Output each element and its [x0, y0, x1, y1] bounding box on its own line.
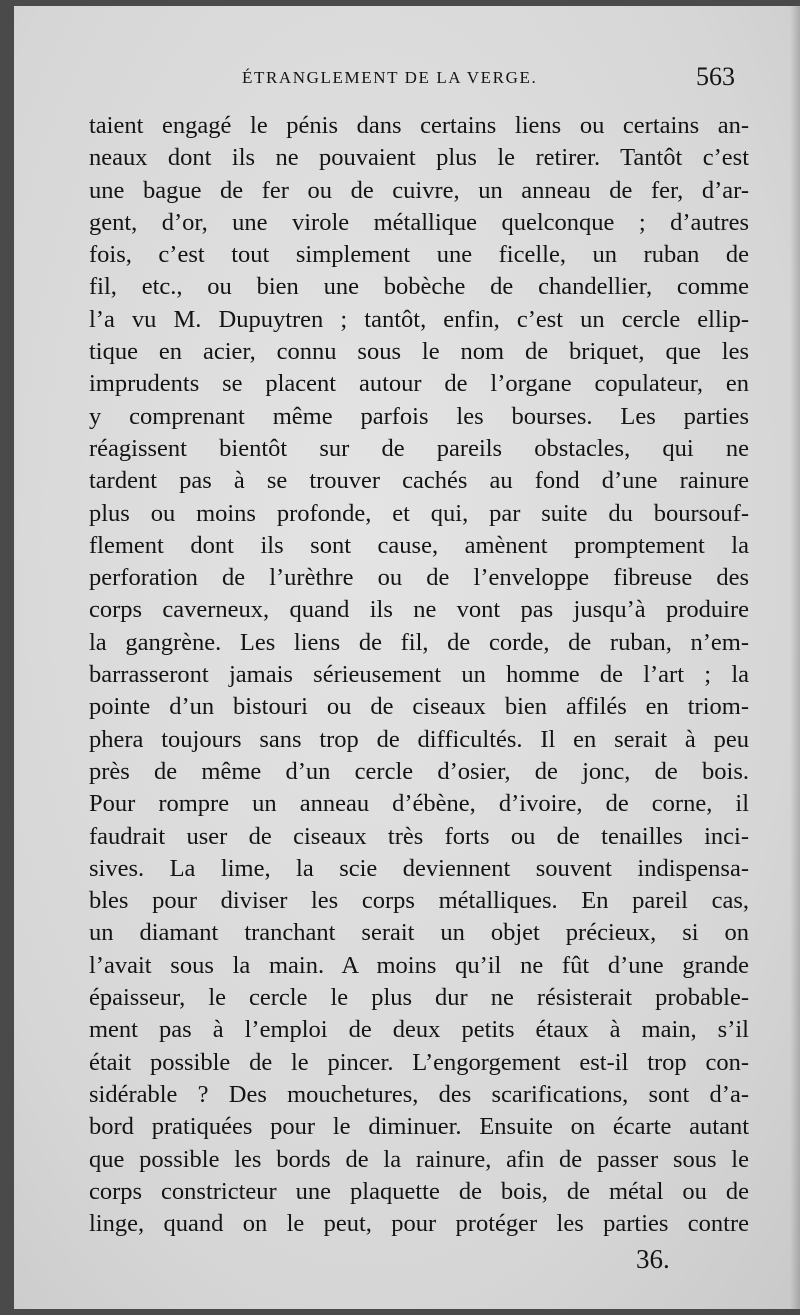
text-line: bord pratiquées pour le diminuer. Ensuite on écarte autant	[89, 1113, 749, 1141]
text-line: phera toujours sans trop de difficultés. Il en serait à peu	[89, 725, 749, 753]
text-line: y comprenant même parfois les bourses. Les parties	[89, 402, 749, 430]
text-line: pointe d’un bistouri ou de ciseaux bien affilés en triom-	[89, 693, 749, 721]
page-number: 563	[696, 62, 735, 91]
running-head-title: ÉTRANGLEMENT DE LA VERGE.	[242, 68, 538, 87]
text-line: faudrait user de ciseaux très forts ou de tenailles inci-	[89, 822, 749, 850]
text-line: flement dont ils sont cause, amènent promptement la	[89, 531, 749, 559]
text-line: gent, d’or, une virole métallique quelconque ; d’autres	[89, 208, 749, 236]
text-line: fil, etc., ou bien une bobèche de chandellier, comme	[89, 273, 749, 301]
text-line: épaisseur, le cercle le plus dur ne résisterait probable-	[89, 984, 749, 1012]
text-line: plus ou moins profonde, et qui, par suite du boursouf-	[89, 499, 749, 527]
text-line: que possible les bords de la rainure, afin de passer sous le	[89, 1145, 749, 1173]
text-line: sives. La lime, la scie deviennent souvent indispensa-	[89, 854, 749, 882]
text-line: un diamant tranchant serait un objet précieux, si on	[89, 919, 749, 947]
gathering-signature: 36.	[636, 1244, 670, 1274]
text-line: était possible de le pincer. L’engorgement est-il trop con-	[89, 1048, 749, 1076]
text-line: réagissent bientôt sur de pareils obstacles, qui ne	[89, 434, 749, 462]
body-text	[89, 110, 749, 1240]
text-line: Pour rompre un anneau d’ébène, d’ivoire, de corne, il	[89, 790, 749, 818]
text-line: barrasseront jamais sérieusement un homme de l’art ; la	[89, 661, 749, 689]
text-line: taient engagé le pénis dans certains liens ou certains an-	[89, 112, 749, 139]
text-line: tique en acier, connu sous le nom de briquet, que les	[89, 338, 749, 366]
text-line: corps caverneux, quand ils ne vont pas jusqu’à produire	[89, 596, 749, 624]
text-line: corps constricteur une plaquette de bois, de métal ou de	[89, 1177, 749, 1205]
text-line: près de même d’un cercle d’osier, de jonc, de bois.	[89, 757, 749, 785]
text-line: bles pour diviser les corps métalliques. En pareil cas,	[89, 887, 749, 915]
text-line: l’a vu M. Dupuytren ; tantôt, enfin, c’est un cercle ellip-	[89, 305, 749, 333]
text-line: l’avait sous la main. A moins qu’il ne fût d’une grande	[89, 951, 749, 979]
text-line: linge, quand on le peut, pour protéger les parties contre	[89, 1210, 749, 1238]
text-line: la gangrène. Les liens de fil, de corde, de ruban, n’em-	[89, 628, 749, 656]
text-line: ment pas à l’emploi de deux petits étaux à main, s’il	[89, 1016, 749, 1044]
page-edge-shadow	[790, 6, 800, 1309]
text-line: neaux dont ils ne pouvaient plus le retirer. Tantôt c’est	[89, 144, 749, 172]
text-line: perforation de l’urèthre ou de l’enveloppe fibreuse des	[89, 564, 749, 592]
text-line: imprudents se placent autour de l’organe copulateur, en	[89, 370, 749, 398]
text-line: une bague de fer ou de cuivre, un anneau de fer, d’ar-	[89, 176, 749, 204]
text-line: fois, c’est tout simplement une ficelle, un ruban de	[89, 241, 749, 269]
book-page	[14, 6, 800, 1309]
text-line: tardent pas à se trouver cachés au fond d’une rainure	[89, 467, 749, 495]
text-line: sidérable ? Des mouchetures, des scarifications, sont d’a-	[89, 1080, 749, 1108]
